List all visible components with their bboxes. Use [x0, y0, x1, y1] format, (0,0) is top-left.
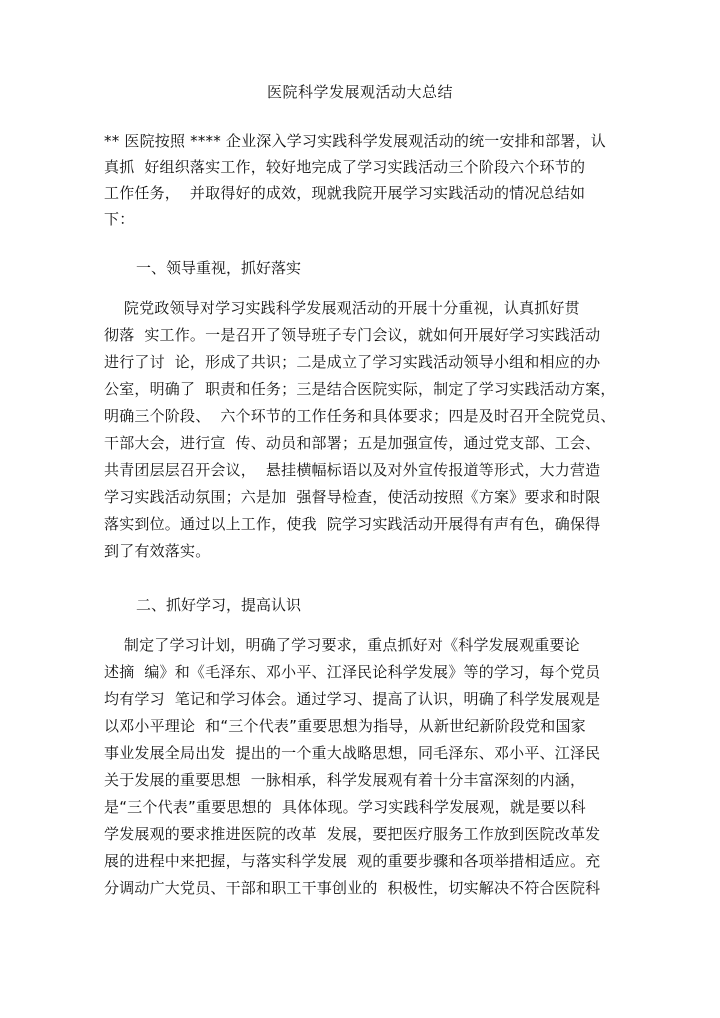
- intro-line: 真抓 好组织落实工作，较好地完成了学习实践活动三个阶段六个环节的: [104, 158, 586, 176]
- paragraph-line: 落实到位。通过以上工作，使我 院学习实践活动开展得有声有色，确保得: [104, 515, 601, 533]
- intro-line: 下：: [104, 210, 135, 228]
- paragraph-line: 学习实践活动氛围；六是加 强督导检查，使活动按照《方案》要求和时限: [104, 488, 601, 506]
- paragraph-line: 均有学习 笔记和学习体会。通过学习、提高了认识，明确了科学发展观是: [104, 690, 601, 708]
- paragraph-line: 分调动广大党员、干部和职工干事创业的 积极性，切实解决不符合医院科: [104, 879, 601, 897]
- paragraph-line: 干部大会，进行宣 传、动员和部署；五是加强宣传，通过党支部、工会、: [104, 434, 601, 452]
- paragraph-line: 到了有效落实。: [104, 542, 211, 560]
- paragraph-line: 事业发展全局出发 提出的一个重大战略思想，同毛泽东、邓小平、江泽民: [104, 744, 601, 762]
- paragraph-line: 述摘 编》和《毛泽东、邓小平、江泽民论科学发展》等的学习，每个党员: [104, 663, 601, 681]
- paragraph-line: 关于发展的重要思想 一脉相承，科学发展观有着十分丰富深刻的内涵，: [104, 771, 586, 789]
- paragraph-line: 公室，明确了 职责和任务；三是结合医院实际，制定了学习实践活动方案，: [104, 380, 616, 398]
- section-heading-1: 一、领导重视，抓好落实: [136, 259, 302, 277]
- paragraph-line: 共青团层层召开会议， 悬挂横幅标语以及对外宣传报道等形式，大力营造: [104, 461, 601, 479]
- intro-line: 工作任务， 并取得好的成效，现就我院开展学习实践活动的情况总结如: [104, 184, 586, 202]
- intro-line: ** 医院按照 **** 企业深入学习实践科学发展观活动的统一安排和部署，认: [104, 132, 606, 150]
- section-heading-2: 二、抓好学习，提高认识: [136, 596, 302, 614]
- paragraph-line: 以邓小平理论 和“三个代表”重要思想为指导，从新世纪新阶段党和国家: [104, 717, 586, 735]
- paragraph-line: 院党政领导对学习实践科学发展观活动的开展十分重视，认真抓好贯: [104, 299, 580, 317]
- paragraph-line: 彻落 实工作。一是召开了领导班子专门会议，就如何开展好学习实践活动: [104, 326, 601, 344]
- paragraph-line: 是“三个代表”重要思想的 具体体现。学习实践科学发展观，就是要以科: [104, 798, 586, 816]
- paragraph-line: 制定了学习计划，明确了学习要求，重点抓好对《科学发展观重要论: [104, 636, 580, 654]
- paragraph-line: 展的进程中来把握，与落实科学发展 观的重要步骤和各项举措相适应。充: [104, 852, 601, 870]
- document-title: 医院科学发展观活动大总结: [266, 83, 453, 101]
- paragraph-line: 学发展观的要求推进医院的改革 发展，要把医疗服务工作放到医院改革发: [104, 825, 601, 843]
- paragraph-line: 明确三个阶段、 六个环节的工作任务和具体要求；四是及时召开全院党员、: [104, 407, 616, 425]
- paragraph-line: 进行了讨 论，形成了共识；二是成立了学习实践活动领导小组和相应的办: [104, 353, 601, 371]
